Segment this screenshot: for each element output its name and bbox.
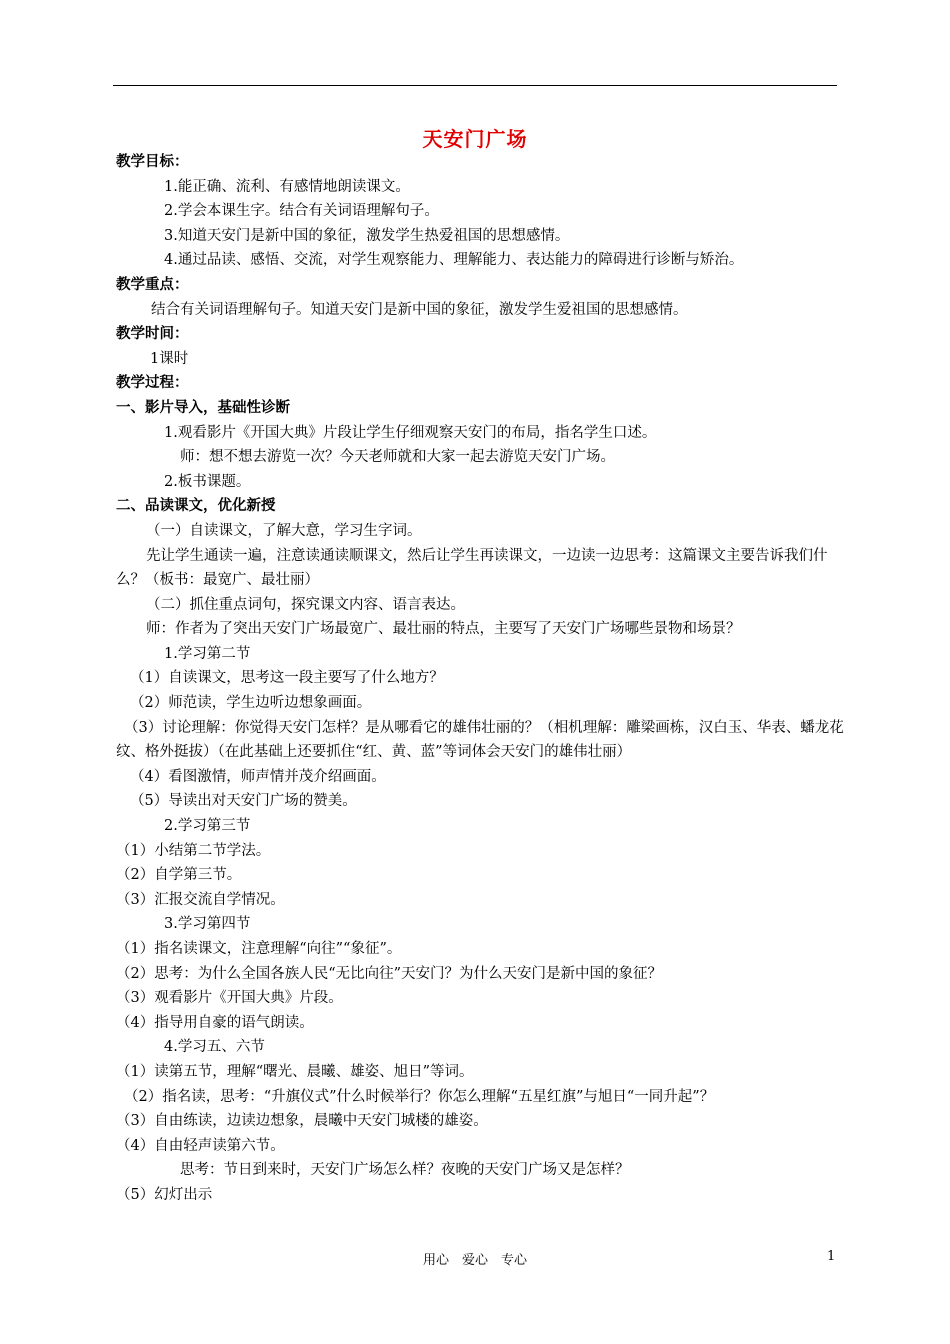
- text-line: 4.通过品读、感悟、交流，对学生观察能力、理解能力、表达能力的障碍进行诊断与矫治。: [164, 252, 744, 269]
- text-line: （5）幻灯出示: [116, 1186, 213, 1203]
- paragraph: （3）讨论理解：你觉得天安门怎样？是从哪看它的雄伟壮丽的？（相机理解：雕梁画栋，汉白玉、华表、蟠龙花纹、格外挺拔）（在此基础上还要抓住“红、黄、蓝”等词体会天安门的雄伟壮丽）: [116, 719, 844, 761]
- section-heading: 教学重点：: [116, 275, 189, 293]
- page-number: 1: [827, 1249, 836, 1264]
- document-body: [116, 150, 844, 1208]
- text-line: 2.板书课题。: [164, 473, 251, 490]
- text-line: 2.学习第三节: [164, 818, 251, 835]
- text-line: （一）自读课文，了解大意，学习生字词。: [146, 522, 422, 539]
- subsection-heading: 一、影片导入，基础性诊断: [116, 398, 290, 416]
- subsection-heading: 二、品读课文，优化新授: [116, 497, 276, 515]
- text-line: （3）自由练读，边读边想象，晨曦中天安门城楼的雄姿。: [116, 1113, 488, 1130]
- text-line: （二）抓住重点词句，探究课文内容、语言表达。: [146, 596, 465, 613]
- text-line: （4）指导用自豪的语气朗读。: [116, 1014, 314, 1031]
- page-title: 天安门广场: [422, 127, 528, 151]
- text-line: （2）自学第三节。: [116, 867, 242, 884]
- text-line: 师：想不想去游览一次？今天老师就和大家一起去游览天安门广场。: [180, 449, 615, 466]
- text-line: （4）自由轻声读第六节。: [116, 1137, 285, 1154]
- text-line: 1.观看影片《开国大典》片段让学生仔细观察天安门的布局，指名学生口述。: [164, 424, 657, 441]
- text-line: （1）读第五节，理解“曙光、晨曦、雄姿、旭日”等词。: [116, 1063, 474, 1080]
- text-line: 1课时: [150, 350, 189, 367]
- section-heading: 教学过程：: [116, 374, 189, 392]
- text-line: （1）小结第二节学法。: [116, 842, 271, 859]
- paragraph: 先让学生通读一遍，注意读通读顺课文，然后让学生再读课文，一边读一边思考：这篇课文主要告诉我们什么？（板书：最宽广、最壮丽）: [116, 547, 828, 589]
- section-heading: 教学时间：: [116, 325, 189, 343]
- text-line: （1）指名读课文，注意理解“向往”“象征”。: [116, 941, 402, 957]
- text-line: （2）思考：为什么全国各族人民“无比向往”天安门？为什么天安门是新中国的象征？: [116, 965, 663, 982]
- text-line: （2）指名读，思考：“升旗仪式”什么时候举行？你怎么理解“五星红旗”与旭日“一同升起”？: [124, 1088, 715, 1105]
- text-line: 2.学会本课生字。结合有关词语理解句子。: [164, 203, 439, 220]
- text-line: （2）师范读，学生边听边想象画面。: [130, 695, 372, 712]
- text-line: 结合有关词语理解句子。知道天安门是新中国的象征，激发学生爱祖国的思想感情。: [151, 301, 688, 318]
- text-line: （3）汇报交流自学情况。: [116, 891, 285, 908]
- text-line: （5）导读出对天安门广场的赞美。: [130, 793, 357, 810]
- header-rule: [113, 85, 837, 86]
- text-line: 3.知道天安门是新中国的象征，激发学生热爱祖国的思想感情。: [164, 227, 570, 244]
- text-line: （1）自读课文，思考这一段主要写了什么地方？: [130, 670, 444, 687]
- text-line: 1.能正确、流利、有感情地朗读课文。: [164, 178, 410, 195]
- section-heading: 教学目标：: [116, 153, 189, 170]
- text-line: 4.学习五、六节: [164, 1039, 265, 1056]
- text-line: （3）观看影片《开国大典》片段。: [116, 990, 343, 1007]
- footer-motto: 用心 爱心 专心: [422, 1253, 527, 1268]
- text-line: 师：作者为了突出天安门广场最宽广、最壮丽的特点，主要写了天安门广场哪些景物和场景？: [146, 621, 741, 638]
- text-line: 思考：节日到来时，天安门广场怎么样？夜晚的天安门广场又是怎样？: [180, 1162, 630, 1179]
- text-line: （4）看图激情，师声情并茂介绍画面。: [130, 768, 386, 785]
- text-line: 1.学习第二节: [164, 645, 251, 662]
- text-line: 3.学习第四节: [164, 916, 251, 933]
